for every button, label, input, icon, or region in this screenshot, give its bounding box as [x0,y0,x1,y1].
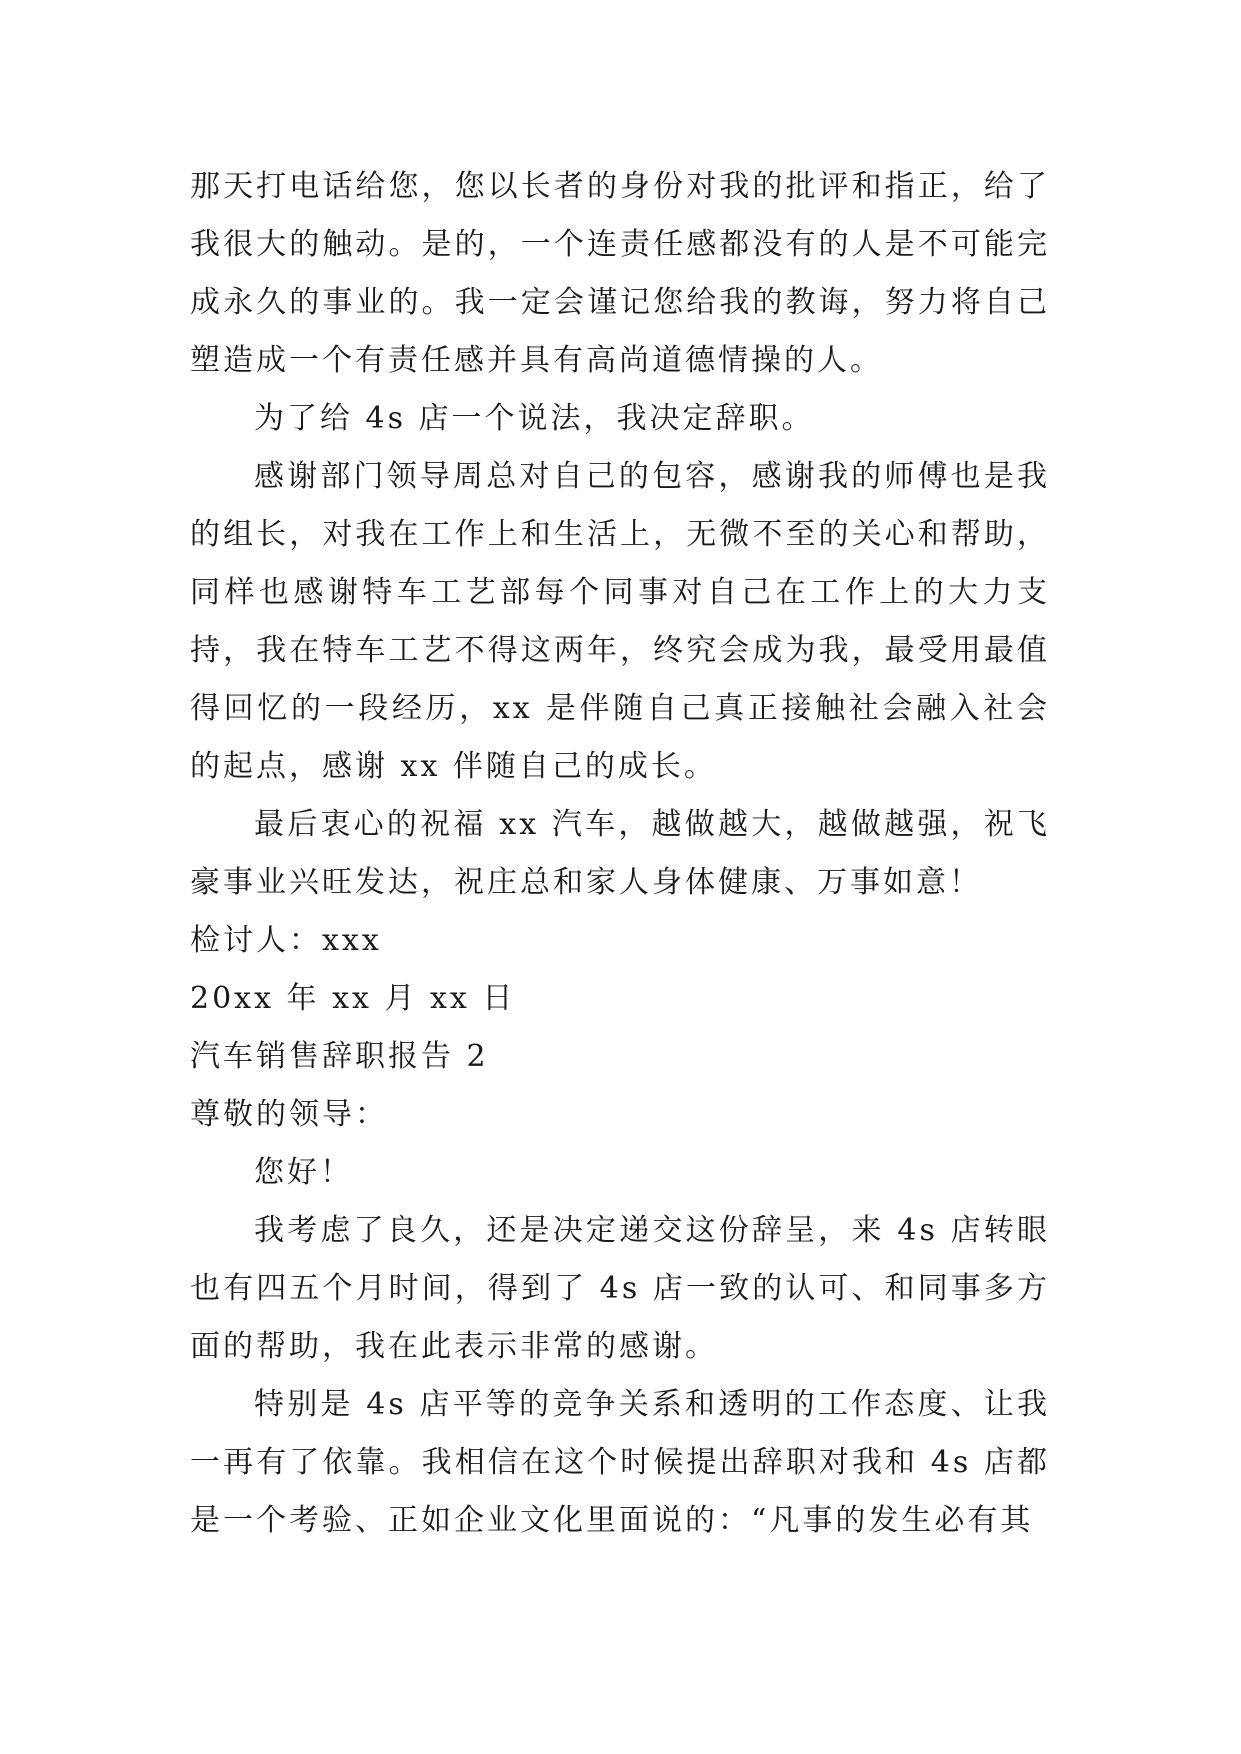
document-body [190,158,1050,1550]
date-line: 20xx 年 xx 月 xx 日 [190,981,516,1016]
signature-line: 检讨人：xxx [190,923,382,958]
paragraph-apology: 那天打电话给您，您以长者的身份对我的批评和指正，给了我很大的触动。是的，一个连责任感都没有的人是不可能完成永久的事业的。我一定会谨记您给我的教诲，努力将自己塑造成一个有责任感并具有高尚道德情操的人。 [190,169,1050,378]
paragraph-thanks: 感谢部门领导周总对自己的包容，感谢我的师傅也是我的组长，对我在工作上和生活上，无微不至的关心和帮助，同样也感谢特车工艺部每个同事对自己在工作上的大力支持，我在特车工艺不得这两年，终究会成为我，最受用最值得回忆的一段经历，xx 是伴随自己真正接触社会融入社会的起点，感谢 xx 伴随自己的成长。 [190,459,1050,784]
greeting: 您好！ [254,1155,353,1190]
paragraph-company-culture: 特别是 4s 店平等的竞争关系和透明的工作态度、让我一再有了依靠。我相信在这个时候提出辞职对我和 4s 店都是一个考验、正如企业文化里面说的：“凡事的发生必有其 [190,1387,1050,1538]
paragraph-resignation-intro: 我考虑了良久，还是决定递交这份辞呈，来 4s 店转眼也有四五个月时间，得到了 4s 店一致的认可、和同事多方面的帮助，我在此表示非常的感谢。 [190,1213,1050,1364]
salutation: 尊敬的领导： [190,1097,388,1132]
section-title: 汽车销售辞职报告 2 [190,1039,489,1074]
paragraph-resign-decision: 为了给 4s 店一个说法，我决定辞职。 [254,401,815,436]
paragraph-blessing: 最后衷心的祝福 xx 汽车，越做越大，越做越强，祝飞豪事业兴旺发达，祝庄总和家人身体健康、万事如意！ [190,807,1050,900]
